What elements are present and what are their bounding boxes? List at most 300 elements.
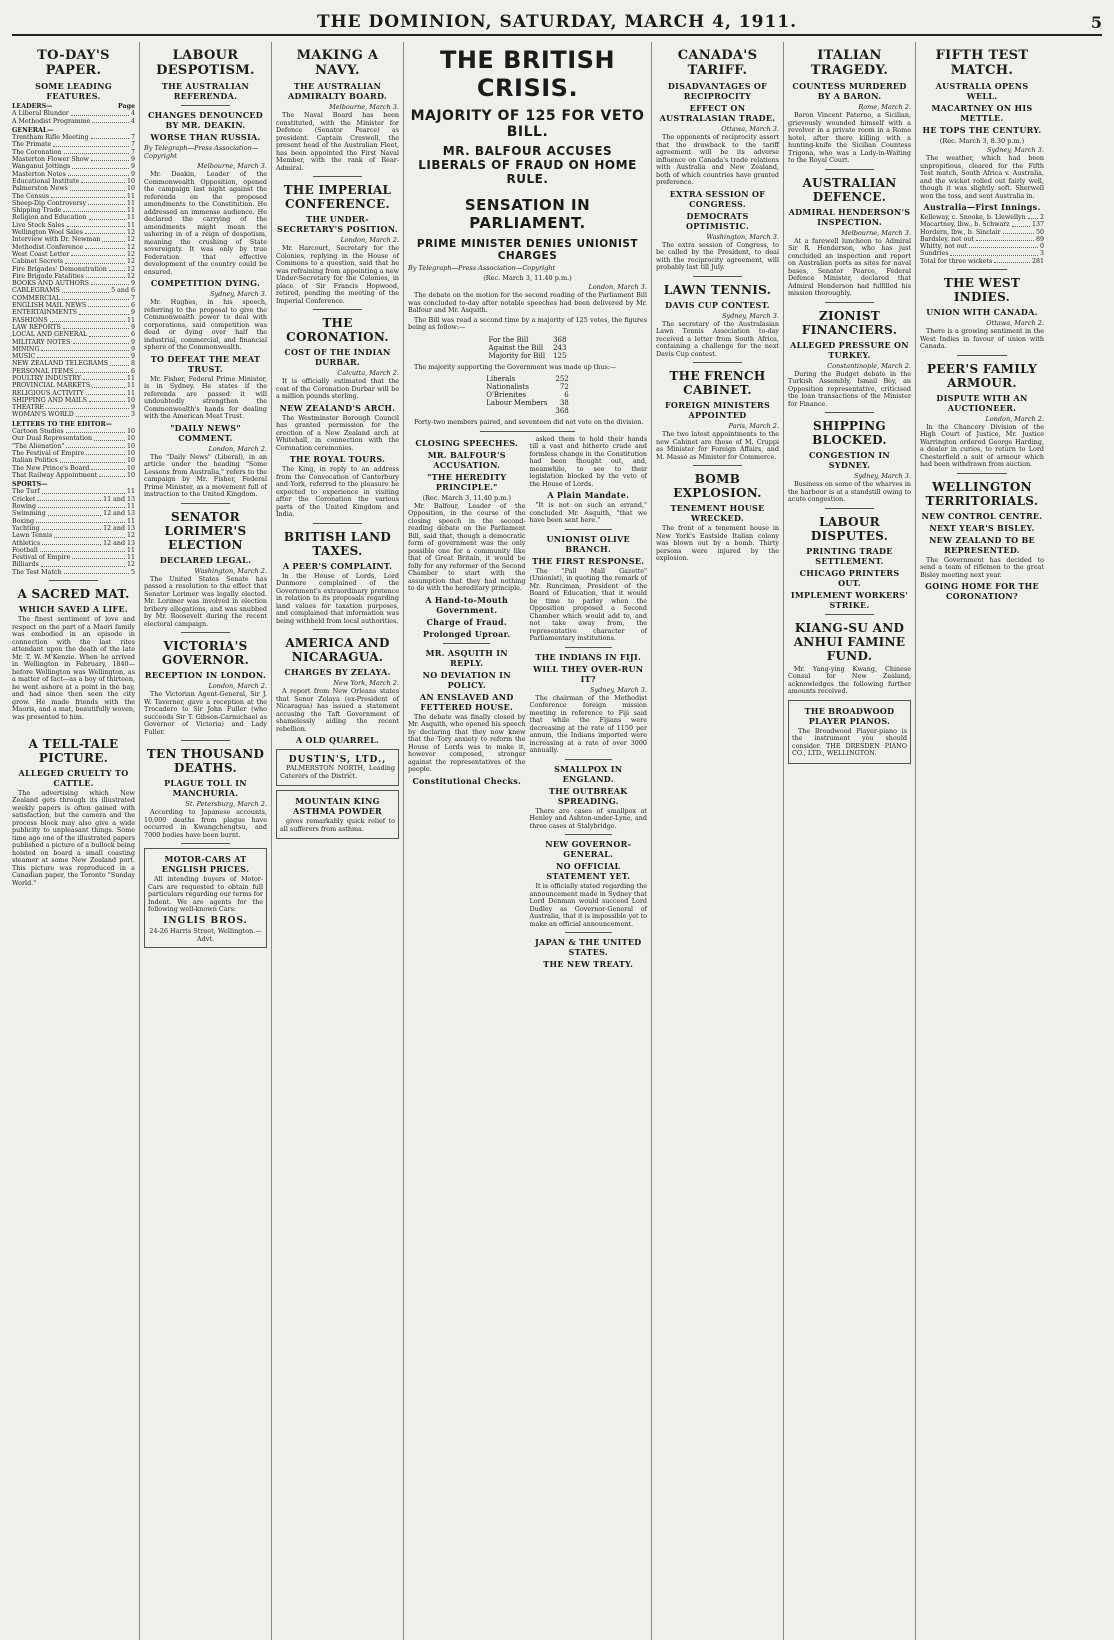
story-heading: LABOUR DESPOTISM. [156, 48, 255, 78]
index-page: 3 [130, 411, 135, 419]
index-page: 7 [130, 294, 135, 302]
dateline: St. Petersburg, March 2. [185, 800, 267, 808]
division-label: For the Bill [488, 335, 529, 344]
story-text: The finest sentiment of love and respect on the part of a Maori family was embodied in an episode in connection with the last rites attendant upon the death of the late Mr. T. W. M'Kenzie. When he arrived in Wellington in February, 1840—before Wellington was Wellington, as a matter of fact—as a boy of thirteen, he went ashore at a point in the bay, and had since then seen the city grow. He made friends with the Maoris, and a mat, beautifully woven, was presented to him. [12, 615, 135, 721]
story-heading: THE FRENCH CABINET. [669, 369, 766, 397]
story-subheading: UNION WITH CANADA. [926, 307, 1038, 318]
column-6 [788, 42, 916, 1640]
index-page: 5 [130, 568, 135, 576]
story-heading: SENATOR LORIMER'S ELECTION [164, 509, 247, 552]
story-text: The "Pall Mall Gazette" (Unionist), in quoting the remark of Mr. Runciman, President of the Board of Education, that it would be time to parley when the Opposition proposed a Second Chamber which would add to, and not take away from, the representative character of Parliamentary institutions. [529, 566, 647, 642]
dateline: (Rec. March 3, 11.40 p.m.) [483, 274, 572, 282]
story-text: Mr. Harcourt, Secretary for the Colonies, replying in the House of Commons to a question, said that he was refraining from appointing a new Under-Secretary for the Colonies, in place of Sir Francis Hopwood, retired, pending the meeting of the Imperial Conference. [276, 244, 399, 305]
index-entry [12, 382, 135, 389]
story-text: During the Budget debate in the Turkish Assembly, Ismail Bey, an Opposition representative, criticised the loan transactions of the Minister for Finance. [788, 369, 911, 408]
dateline: New York, March 2. [333, 679, 399, 687]
index-page: 11 [126, 199, 135, 207]
index-page: 7 [130, 141, 135, 149]
batsman: Kelleway, c. Snooke, b. Llewellyn [920, 214, 1026, 221]
story-heading: BRITISH LAND TAXES. [283, 529, 392, 558]
index-entry [12, 266, 135, 273]
division-label: Liberals [486, 375, 516, 383]
index-entry [12, 251, 135, 258]
index-entry [12, 375, 135, 382]
story-subheading: JAPAN & THE UNITED STATES. [534, 937, 642, 957]
story-text: The Westminster Borough Council has granted permission for the erection of a New Zealand arch at Whitehall, in connection with the Coronation ceremonies. [276, 413, 399, 452]
division-row [485, 336, 571, 344]
story-subheading: ADMIRAL HENDERSON'S INSPECTION. [788, 206, 911, 227]
index-page: 12 [126, 272, 135, 280]
index-entry [12, 353, 135, 360]
index-page: 9 [130, 345, 135, 353]
story-subheading: A Hand-to-Mouth Government. [425, 594, 509, 615]
index-entry [12, 273, 135, 280]
index-entry [12, 554, 135, 561]
index-entry [12, 510, 135, 517]
masthead-title: THE DOMINION, SATURDAY, MARCH 4, 1911. [316, 12, 798, 32]
story-subheading: COUNTESS MURDERED BY A BARON. [792, 81, 907, 101]
index-page: 12 [126, 561, 135, 569]
story-text: Mr. Fisher, Federal Prime Minister, is in Sydney. He states if the referenda are passed it will undoubtedly strengthen the Commonwealth's hands for dealing with the American Meat Trust. [144, 374, 267, 420]
column-7 [920, 42, 1048, 1640]
index-page: 6 [130, 302, 135, 310]
index-entry [12, 309, 135, 316]
ad-company: DUSTIN'S, LTD., [288, 755, 387, 765]
index-label: SPORTS— [12, 481, 48, 489]
story-subheading: CHICAGO PRINTERS OUT. [799, 567, 900, 588]
features-title: SOME LEADING FEATURES. [35, 81, 112, 101]
story-subheading: MR. BALFOUR'S ACCUSATION. [427, 449, 506, 470]
index-entry [12, 569, 135, 576]
story-text: The two latest appointments to the new Cabinet are those of M. Cruppi as Minister for Foreign Affairs, and M. Massé as Minister for Commerce. [656, 430, 779, 461]
index-entry [12, 443, 135, 450]
story-heading: SHIPPING BLOCKED. [812, 419, 887, 447]
index-label: Wanganui Jottings [12, 163, 71, 171]
index-entry [12, 127, 135, 134]
index-entry [12, 503, 135, 510]
index-label: Swimming [12, 510, 46, 518]
index-entry [12, 450, 135, 457]
story-subheading: CHARGES BY ZELAYA. [284, 667, 391, 677]
index-page: 12 [126, 243, 135, 251]
dateline: (Rec. March 3, 11.40 p.m.) [422, 493, 511, 502]
story-subheading: SMALLPOX IN ENGLAND. [554, 763, 623, 784]
story-subheading: TENEMENT HOUSE WRECKED. [670, 503, 765, 523]
index-label: Fire Brigades' Demonstration [12, 265, 107, 273]
dateline: Sydney, March 3. [210, 290, 267, 298]
index-label: CABLEGRAMS [12, 287, 60, 295]
index-label: That Railway Appointment [12, 471, 98, 479]
story-text: asked them to hold their hands till a vast and hitherto crude and formless change in the Constitution had been thought out, and, meanwhile, to see to their legislation blocked by the veto of the House of Lords. [529, 434, 647, 488]
story-heading: AUSTRALIAN DEFENCE. [802, 175, 897, 204]
index-label: Methodist Conference [12, 243, 84, 251]
index-entry [12, 134, 135, 141]
index-entry [12, 428, 135, 435]
scores-title: Australia—First Innings. [923, 202, 1041, 212]
story-heading: A TELL-TALE PICTURE. [28, 736, 119, 765]
story-subheading: EFFECT ON AUSTRALASIAN TRADE. [659, 103, 776, 123]
index-page: 11 [126, 221, 135, 229]
index-label: Fire Brigade Fatalities [12, 272, 84, 280]
story-heading: MAKING A NAVY. [296, 48, 379, 78]
index-label: ENTERTAINMENTS [12, 309, 78, 317]
index-label: The Test Match [12, 568, 62, 576]
index-page: 9 [130, 323, 135, 331]
index-label: Wellington Wool Sales [12, 229, 83, 237]
story-text: Mr. Hughes, in his speech, referring to the proposal to give the Commonwealth power to deal with corporations, said competition was dead or dying over half the industrial, commercial, and financial sphere of the Commonwealth. [144, 298, 267, 351]
story-subheading: DISPUTE WITH AN AUCTIONEER. [936, 392, 1028, 413]
story-subheading: A PEER'S COMPLAINT. [282, 560, 393, 571]
index-entry [12, 171, 135, 178]
story-subheading: PRINTING TRADE SETTLEMENT. [806, 545, 893, 566]
index-page: 11 [126, 192, 135, 200]
index-label: MUSIC [12, 353, 36, 361]
index-label: The Primate [12, 141, 52, 149]
dateline: London, March 2. [985, 414, 1044, 423]
dateline: Calcutta, March 2. [337, 369, 399, 377]
index-entry [12, 141, 135, 148]
story-text: Forty-two members paired, and seventeen did not vote on the division. [414, 418, 644, 426]
story-subheading: AUSTRALIA OPENS WELL. [935, 81, 1029, 101]
division-count: 368 [553, 335, 567, 344]
story-subheading: MR. ASQUITH IN REPLY. [425, 647, 508, 668]
index-page: 4 [130, 117, 135, 125]
story-heading: LABOUR DISPUTES. [810, 514, 889, 543]
division-label: O'Brienites [486, 391, 527, 399]
story-text: Business on some of the wharves in the harbour is at a standstill owing to acute congestion. [788, 480, 911, 503]
index-label: Festival of Empire [12, 554, 71, 562]
index-page: 12 and 13 [103, 524, 135, 532]
index-label: PROVINCIAL MARKETS [12, 382, 91, 390]
index-page: 11 and 13 [103, 495, 135, 503]
index-page: 9 [130, 170, 135, 178]
runs: 0 [1039, 243, 1044, 251]
division-row [482, 391, 572, 399]
story-text: Mr. Deakin, Leader of the Commonwealth Opposition, opened the campaign last night against the referenda on the proposed amendments to the Constitution. He addressed an immense audience. He declared the carrying of the amendments might mean the ushering in of a reign of despotism, meaning the crushing of State sovereignty. It was only by true Federation that effective development of the country could be ensured. [144, 170, 267, 276]
index-entry [12, 481, 135, 488]
runs: 281 [1031, 257, 1044, 265]
division-label: Nationalists [486, 383, 529, 391]
index-page: 11 [126, 316, 135, 324]
index-label: LEADERS— [12, 103, 53, 110]
index-label: The Turf [12, 488, 40, 496]
story-subheading: ALLEGED CRUELTY TO CATTLE. [18, 767, 129, 788]
index-label: FASHIONS [12, 316, 48, 324]
story-heading: FIFTH TEST MATCH. [935, 48, 1029, 78]
story-subheading: RECEPTION IN LONDON. [144, 670, 267, 680]
story-subheading: THE NEW TREATY. [543, 959, 634, 969]
index-label: LETTERS TO THE EDITOR— [12, 420, 113, 428]
index-page: 11 [126, 503, 135, 511]
story-subheading: NEW CONTROL CENTRE. [921, 510, 1043, 521]
story-text: The Government has decided to send a team of riflemen to the great Bisley meeting next year. [920, 555, 1044, 579]
story-text: The extra session of Congress, to be called by the President, to deal with the reciprocity agreement, will probably last till July. [656, 240, 779, 271]
dateline: Sydney, March 3. [590, 685, 647, 694]
dateline: Melbourne, March 3. [841, 228, 911, 237]
story-heading: LAWN TENNIS. [663, 282, 772, 297]
column-lead-story [408, 42, 652, 1640]
masthead [12, 10, 1102, 36]
index-entry [12, 156, 135, 163]
story-text: It is officially stated regarding the announcement made in Sydney that Lord Denman would succeed Lord Dudley as Governor-General of Australia, that it is impossible yet to make an official announcement. [529, 882, 647, 928]
story-subheading: CHANGES DENOUNCED BY MR. DEAKIN. [147, 110, 264, 130]
index-label: MINING [12, 345, 40, 353]
story-subheading: PLAGUE TOLL IN MANCHURIA. [164, 778, 247, 798]
story-text: The debate on the motion for the second reading of the Parliament Bill was concluded to-day after notable speeches had been delivered by Mr. Balfour and Mr. Asquith. [408, 291, 647, 314]
index-entry [12, 397, 135, 404]
dateline: Ottawa, March 2. [986, 319, 1044, 328]
story-text: The chairman of the Methodist Conference foreign mission meeting in reference to Fiji said that while the Fijians were decreasing at the rate of 1150 per annum, the Indians imported were increasing at a rate of over 3000 annually. [529, 693, 647, 754]
batsman: Macartney, lbw., b. Schwarz [920, 221, 1010, 229]
index-label: ENGLISH MAIL NEWS [12, 302, 87, 310]
story-text: According to Japanese accounts, 10,000 deaths from plague have occurred in Kwangchengtsu, and 7000 bodies have been burnt. [144, 808, 267, 839]
batsman: Whitty, not out [920, 243, 968, 251]
runs: 89 [1035, 235, 1044, 243]
index-label: GENERAL— [12, 126, 54, 134]
index-entry [12, 465, 135, 472]
dateline: Sydney, March 3. [722, 311, 779, 320]
story-heading: A SACRED MAT. [17, 587, 130, 601]
index-page: 9 [130, 156, 135, 164]
story-subheading: NO DEVIATION IN POLICY. [422, 669, 511, 690]
runs: 3 [1039, 250, 1044, 258]
story-text: The King, in reply to an address from the Convocation of Canterbury and York, referred to the pleasure he expected to experience in visiting after the Coronation the various parts of the United Kingdom and India. [276, 465, 399, 518]
story-subheading: NEXT YEAR'S BISLEY. [929, 522, 1035, 533]
index-label: POULTRY INDUSTRY [12, 374, 81, 382]
score-entry [920, 236, 1044, 243]
story-subheading: WORSE THAN RUSSIA. [150, 132, 261, 142]
dateline: Washington, March 2. [194, 566, 267, 575]
index-page: 6 [130, 367, 135, 375]
index-page: 9 [130, 163, 135, 171]
index-entry [12, 457, 135, 464]
story-subheading: THE UNDER-SECRETARY'S POSITION. [277, 214, 398, 234]
division-label: Against the Bill [488, 343, 544, 352]
story-text: The Victorian Agent-General, Sir J. W. Taverner, gave a reception at the Trocadero to Sir John Fuller (who succeeds Sir T. Gibson-Carmichael as Governor of Victoria) and Lady Fuller. [144, 690, 267, 736]
advertisement [276, 749, 399, 786]
story-text: The weather, which had been unpropitious, cleared for the Fifth Test match, South Africa v. Australia, and the wicket rolled out fairly well, though it was slightly soft. Sherwell won the toss, and sent Australia in. [920, 154, 1044, 200]
lead-subbanner: MAJORITY OF 125 FOR VETO BILL. [410, 108, 645, 140]
index-page: 12 [126, 258, 135, 266]
index-label: LAW REPORTS [12, 323, 61, 331]
story-subheading: DECLARED LEGAL. [159, 554, 252, 565]
index-label: "The Alienation" [12, 442, 65, 450]
index-entry [12, 411, 135, 418]
index-entry [12, 185, 135, 192]
index-label: Lawn Tennis [12, 532, 53, 540]
lead-subbanner: MR. BALFOUR ACCUSES LIBERALS OF FRAUD ON HOME RULE. [418, 144, 637, 186]
index-label: Boxing [12, 517, 35, 525]
runs: 137 [1031, 221, 1044, 229]
column-5 [656, 42, 784, 1640]
score-entry [920, 250, 1044, 257]
index-page: 10 [126, 464, 135, 472]
index-entry [12, 287, 135, 294]
index-page: 12 [126, 229, 135, 237]
index-entry [12, 324, 135, 331]
index-entry [12, 547, 135, 554]
contents-index [12, 103, 135, 576]
batsman: Bardsley, not out [920, 235, 974, 243]
index-entry [12, 488, 135, 495]
story-subheading: NO OFFICIAL STATEMENT YET. [546, 861, 631, 881]
story-text: In the House of Lords, Lord Dunmore complained of the Government's extraordinary pretence in relation to its proposals regarding land values for taxation purposes, and complained that information was being withheld from local authorities. [276, 571, 399, 625]
index-entry [12, 435, 135, 442]
dateline: Melbourne, March 3. [197, 162, 267, 170]
story-heading: TEN THOUSAND DEATHS. [146, 747, 265, 775]
index-label: Religion and Education [12, 214, 87, 222]
index-entry [12, 525, 135, 532]
story-subheading: THE OUTBREAK SPREADING. [548, 785, 628, 806]
story-text: The "Daily News" (Liberal), in an article under the heading "Some Lessons from Australia," refers to the campaign by Mr. Fisher, Federal Prime Minister, as a movement full of instruction to the United Kingdom. [144, 452, 267, 498]
scoreboard [920, 214, 1044, 265]
index-label: Sheep-Dip Controversy [12, 199, 87, 207]
story-text: The secretary of the Australasian Lawn Tennis Association to-day received a letter from South Africa, containing a challenge for the next Davis Cup contest. [656, 319, 779, 358]
index-entry [12, 280, 135, 287]
story-text: In the Chancery Division of the High Court of Justice, Mr. Justice Warrington ordered George Harding, a dealer in curios, to return to Lord Chesterfield a suit of armour which had been withdrawn from auction. [920, 422, 1044, 469]
index-entry [12, 103, 135, 110]
index-page: 10 [126, 435, 135, 443]
score-entry [920, 221, 1044, 228]
index-page: 10 [126, 185, 135, 193]
index-page: 8 [130, 360, 135, 368]
index-entry [12, 532, 135, 539]
ad-company: INGLIS BROS. [163, 915, 248, 926]
index-label: Shipping Trade [12, 207, 62, 215]
index-page: 11 [126, 207, 135, 215]
ad-text: PALMERSTON NORTH, Leading Caterers of the District. [280, 764, 395, 780]
dateline: London, March 2. [340, 236, 399, 244]
story-text: Baron Vincent Paterno, a Sicilian, grievously wounded himself with a revolver in a private room in a Rome hotel, after there killing with a hunting-knife the Sicilian Countess Trigona, who was a Lady-in-Waiting to the Royal Court. [788, 111, 911, 164]
story-heading: CANADA'S TARIFF. [677, 48, 758, 78]
story-text: "It is not on such an errand," concluded Mr. Asquith, "that we have been sent here." [529, 501, 647, 524]
ad-heading: MOUNTAIN KING ASTHMA POWDER [293, 796, 382, 816]
story-subheading: WILL THEY OVER-RUN IT? [533, 663, 644, 684]
index-label: Interview with Dr. Newman [12, 236, 101, 244]
story-text: There are cases of smallpox at Henley and Ashton-under-Lyne, and three cases at Stalybridge. [529, 806, 647, 830]
batsman: Sundries [920, 250, 949, 258]
dateline: (Rec. March 3, 8.30 p.m.) [939, 137, 1025, 145]
index-label: MILITARY NOTES [12, 338, 71, 346]
index-label: SHIPPING AND MAILS [12, 396, 87, 404]
story-heading: WELLINGTON TERRITORIALS. [925, 479, 1039, 508]
division-row [485, 352, 571, 360]
index-entry [12, 244, 135, 251]
index-page: 11 [126, 374, 135, 382]
index-entry [12, 207, 135, 214]
index-page: 10 [126, 471, 135, 479]
index-label: THEATRE [12, 404, 45, 412]
division-row [482, 407, 572, 415]
index-entry [12, 472, 135, 479]
dateline: Sydney, March 3. [854, 472, 911, 480]
story-text: It is officially estimated that the cost of the Coronation Durbar will be a million pounds sterling. [276, 377, 399, 400]
index-page: 10 [126, 428, 135, 436]
ad-text: The Broadwood Player-piano is the instrument you should consider. THE DRESDEN PIANO CO., LTD., WELLINGTON. [792, 726, 907, 757]
index-label: Palmerston News [12, 185, 68, 193]
division-table [482, 375, 572, 415]
page-number: 5 [1090, 13, 1102, 32]
index-label: A Methodist Programme [12, 117, 91, 125]
index-entry [12, 258, 135, 265]
ad-text: gives remarkably quick relief to all sufferers from asthma. [280, 817, 395, 833]
index-label: Educational Institute [12, 177, 80, 185]
index-label: Yachting [12, 524, 40, 532]
division-row [485, 344, 571, 352]
index-page: 11 [126, 214, 135, 222]
index-entry [12, 295, 135, 302]
index-entry [12, 496, 135, 503]
index-label: NEW ZEALAND TELEGRAMS [12, 360, 109, 368]
index-label: The Census [12, 192, 50, 200]
division-count: 72 [559, 383, 569, 391]
dateline: Rome, March 2. [858, 103, 911, 111]
story-heading: PEER'S FAMILY ARMOUR. [927, 361, 1037, 390]
lead-subbanner: PRIME MINISTER DENIES UNIONIST CHARGES [416, 238, 639, 262]
index-label: The Coronation [12, 148, 62, 156]
runs: 2 [1039, 214, 1044, 221]
ad-heading: MOTOR-CARS AT ENGLISH PRICES. [161, 854, 250, 874]
story-subheading: TO DEFEAT THE MEAT TRUST. [150, 353, 261, 374]
index-page: 9 [130, 338, 135, 346]
dateline: Ottawa, March 3. [721, 125, 779, 133]
index-label: RELIGIOUS ACTIVITY [12, 389, 84, 397]
story-subheading: CONGESTION IN SYDNEY. [808, 450, 891, 470]
division-row [482, 383, 572, 391]
index-entry [12, 339, 135, 346]
story-text: The debate was finally closed by Mr. Asquith, who opened his speech by declaring that they now knew that the Tory anxiety to reform the House of Lords was to make it, however composed, stronger against the representatives of the people. [408, 712, 526, 773]
index-label: Cricket [12, 495, 36, 503]
ad-heading: THE BROADWOOD PLAYER PIANOS. [804, 705, 895, 726]
story-text: There is a growing sentiment in the West Indies in favour of union with Canada. [920, 327, 1044, 351]
index-page: 9 [130, 309, 135, 317]
story-subheading: NEW GOVERNOR-GENERAL. [545, 839, 632, 859]
story-heading: KIANG-SU AND ANHUI FAMINE FUND. [793, 620, 906, 663]
story-subheading: FOREIGN MINISTERS APPOINTED [664, 400, 771, 420]
batsman: Total for three wickets [920, 257, 993, 265]
story-subheading: Constitutional Checks. [412, 775, 522, 786]
dateline: Constantinople, March 2. [827, 361, 911, 370]
story-text: The front of a tenement house in New York's Eastside Italian colony was blown out by a bomb. Thirty persons were injured by the explosion. [656, 524, 779, 562]
index-label: WOMAN'S WORLD [12, 411, 74, 419]
index-page: 9 [130, 280, 135, 288]
index-page: 12 [126, 236, 135, 244]
story-subheading: DAVIS CUP CONTEST. [665, 299, 770, 310]
advertisement [788, 700, 911, 764]
division-label [482, 407, 551, 415]
index-page: 7 [130, 148, 135, 156]
story-subheading: THE ROYAL TOURS. [289, 454, 386, 464]
index-label: Cartoon Studies [12, 428, 64, 436]
story-subheading: ALLEGED PRESSURE ON TURKEY. [790, 339, 909, 360]
ad-address: 24-26 Harris Street, Wellington.—Advt. [149, 926, 262, 943]
index-page: 5 and 6 [111, 287, 135, 295]
story-heading: BOMB EXPLOSION. [673, 472, 762, 500]
story-subheading: MACARTNEY ON HIS METTLE. [931, 103, 1033, 123]
index-label: Cabinet Secrets [12, 258, 63, 266]
story-text: The majority supporting the Government was made up thus:— [414, 362, 617, 371]
column-1 [12, 42, 140, 1640]
story-heading: VICTORIA'S GOVERNOR. [161, 639, 250, 667]
index-page: 10 [126, 396, 135, 404]
index-page: 11 [126, 517, 135, 525]
index-page: 12 [126, 532, 135, 540]
division-count: 38 [559, 399, 569, 407]
division-row [482, 375, 572, 383]
index-page: Page [117, 103, 135, 110]
story-text: At a farewell luncheon to Admiral Sir R. Henderson, who has just concluded an inspection and report on Australian ports as sites for naval bases, Senator Pearce, Federal Defence Minister, declared that Admiral Henderson had fulfilled his mission thoroughly. [788, 236, 911, 297]
story-subheading: CLOSING SPEECHES. [415, 437, 519, 448]
